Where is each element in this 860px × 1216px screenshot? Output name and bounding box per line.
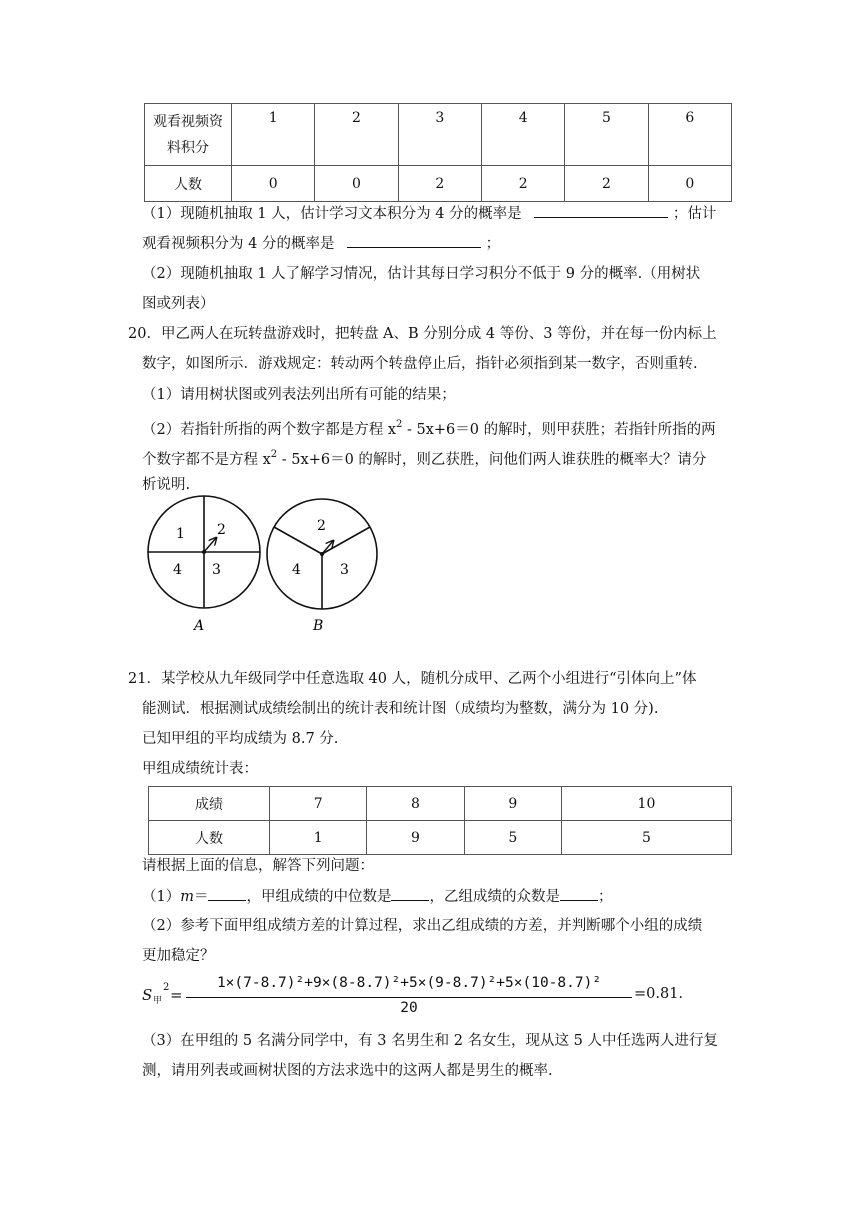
video-score-table xyxy=(144,103,732,202)
spinner-b-number: 2 xyxy=(317,518,326,534)
answer-blank[interactable] xyxy=(560,886,598,901)
table-header-cell: 观看视频资 料积分 xyxy=(145,104,232,166)
table-cell: 4 xyxy=(481,104,564,166)
q19-part1-line1: （1）现随机抽取 1 人，估计学习文本积分为 4 分的概率是 ；估计 xyxy=(142,203,716,224)
table-cell: 9 xyxy=(367,821,464,855)
q20-line4: （2）若指针所指的两个数字都是方程 $x^2 - 5x+6=0$ 的解时，则甲获胜；若指针所指的两 xyxy=(142,419,716,438)
answer-blank[interactable] xyxy=(391,886,429,901)
spinner-a-number: 4 xyxy=(173,562,182,578)
q19-part2-line2: 图或列表） xyxy=(142,296,215,312)
q21-part3-line2: 测，请用列表或画树状图的方法求选中的这两人都是男生的概率. xyxy=(142,1063,553,1079)
group-a-score-table xyxy=(148,786,732,855)
spinner-b-label: B xyxy=(313,618,324,634)
spinner-b-divider xyxy=(322,527,370,554)
q20-line5: 个数字都不是方程 $x^2 - 5x+6=0$ 的解时，则乙获胜，问他们两人谁获胜的概率大？请分 xyxy=(142,449,707,468)
q21-line5: 请根据上面的信息，解答下列问题： xyxy=(142,858,374,874)
fraction-bar xyxy=(186,997,632,998)
q21-part2-line2: 更加稳定？ xyxy=(142,948,215,964)
q21-part1: （1）m＝ ，甲组成绩的中位数是 ，乙组成绩的众数是 ； xyxy=(142,886,612,907)
q20-line2: 数字，如图所示．游戏规定：转动两个转盘停止后，指针必须指到某一数字，否则重转. xyxy=(142,356,698,372)
spinner-a-pointer xyxy=(204,538,216,552)
answer-blank[interactable] xyxy=(347,233,481,248)
q21-part3-line1: （3）在甲组的 5 名满分同学中，有 3 名男生和 2 名女生，现从这 5 人中任选两人进行复 xyxy=(142,1033,718,1049)
table-cell: 1 xyxy=(232,104,315,166)
formula-numerator: 1×(7-8.7)²+9×(8-8.7)²+5×(9-8.7)²+5×(10-8.7)² xyxy=(216,975,602,991)
table-header-cell: 人数 xyxy=(145,166,232,202)
q21-line2: 能测试．根据测试成绩绘制出的统计表和统计图（成绩均为整数，满分为 10 分). xyxy=(142,701,659,717)
spinner-b-pivot xyxy=(320,552,324,556)
table-cell: 5 xyxy=(561,821,731,855)
table-cell: 1 xyxy=(270,821,367,855)
spinner-a-number: 3 xyxy=(212,562,221,578)
spinner-b-divider xyxy=(274,527,322,554)
table-cell: 2 xyxy=(315,104,398,166)
table-cell: 2 xyxy=(565,166,648,202)
q20-line6: 析说明. xyxy=(142,477,191,493)
q19-part1-line2: 观看视频积分为 4 分的概率是 ； xyxy=(142,233,500,254)
spinner-a-number: 1 xyxy=(176,526,185,542)
table-cell: 5 xyxy=(464,821,561,855)
table-cell: 5 xyxy=(565,104,648,166)
table-cell: 2 xyxy=(481,166,564,202)
formula-denominator: 20 xyxy=(400,1000,418,1016)
table-cell: 7 xyxy=(270,787,367,821)
answer-blank[interactable] xyxy=(208,886,246,901)
table-cell: 0 xyxy=(315,166,398,202)
q21-line4: 甲组成绩统计表： xyxy=(142,761,258,777)
table-cell: 9 xyxy=(464,787,561,821)
table-cell: 0 xyxy=(648,166,731,202)
answer-blank[interactable] xyxy=(534,203,668,218)
q19-part2-line1: （2）现随机抽取 1 人了解学习情况，估计其每日学习积分不低于 9 分的概率.（用树状 xyxy=(142,266,701,282)
table-cell: 3 xyxy=(398,104,481,166)
table-cell: 2 xyxy=(398,166,481,202)
spinner-b xyxy=(267,499,377,634)
q21-line3: 已知甲组的平均成绩为 8.7 分. xyxy=(142,731,339,747)
q20-line1: 20．甲乙两人在玩转盘游戏时，把转盘 A、B 分别分成 4 等份、3 等份，并在每一份内标上 xyxy=(128,326,717,342)
spinner-b-pointer xyxy=(322,541,333,554)
table-header-cell: 人数 xyxy=(149,821,270,855)
q21-line1: 21．某学校从九年级同学中任意选取 40 人，随机分成甲、乙两个小组进行“引体向上”体 xyxy=(128,671,697,687)
spinner-b-number: 4 xyxy=(292,562,301,578)
table-cell: 6 xyxy=(648,104,731,166)
q20-line3: （1）请用树状图或列表法列出所有可能的结果； xyxy=(142,387,456,403)
spinners-figure xyxy=(142,494,392,639)
spinner-a xyxy=(148,496,260,634)
variance-formula: S 甲 2 = 1×(7-8.7)²+9×(8-8.7)²+5×(9-8.7)²+5×(10-8.7)² 20 =0.81. xyxy=(142,975,684,1016)
q21-part2-line1: （2）参考下面甲组成绩方差的计算过程，求出乙组成绩的方差，并判断哪个小组的成绩 xyxy=(142,918,703,934)
spinner-a-label: A xyxy=(194,618,205,634)
spinner-a-number: 2 xyxy=(217,522,226,538)
spinner-a-pivot xyxy=(202,550,206,554)
spinner-b-number: 3 xyxy=(340,562,349,578)
table-cell: 8 xyxy=(367,787,464,821)
table-header-cell: 成绩 xyxy=(149,787,270,821)
table-cell: 10 xyxy=(561,787,731,821)
table-cell: 0 xyxy=(232,166,315,202)
